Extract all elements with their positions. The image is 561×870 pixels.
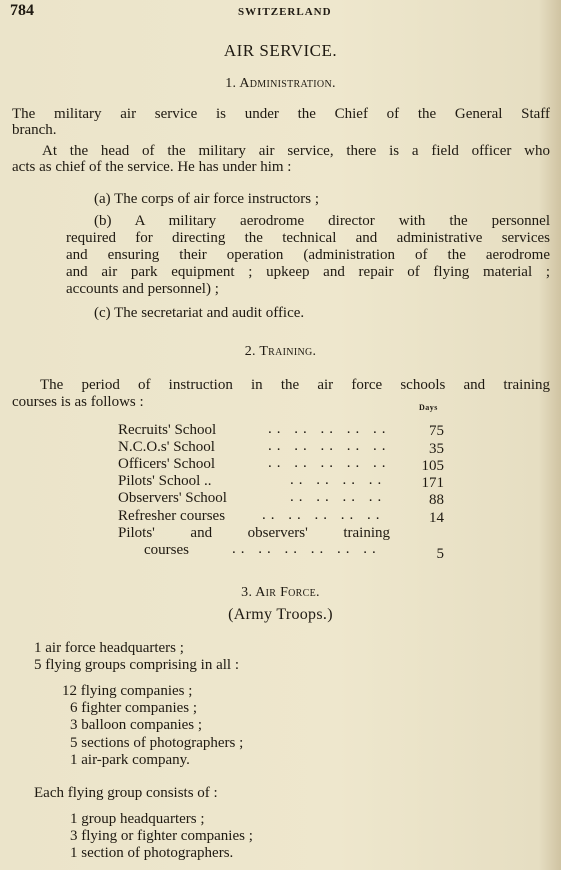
list-item: 1 air-park company. bbox=[70, 752, 190, 768]
days-column-header: Days bbox=[419, 403, 438, 412]
paragraph-line: At the head of the military air service, there is a field officer who bbox=[42, 143, 550, 159]
table-row-name: Observers' School bbox=[118, 490, 227, 506]
list-item: 3 flying or fighter companies ; bbox=[70, 828, 253, 844]
table-row-name: N.C.O.s' School bbox=[118, 439, 215, 455]
list-item: 5 flying groups comprising in all : bbox=[34, 657, 239, 673]
paragraph-line: The military air service is under the Chief of the General Staff bbox=[12, 106, 550, 122]
table-row-name: Pilots' School .. bbox=[118, 473, 212, 489]
table-row-dots: .. .. .. .. .. bbox=[262, 507, 385, 523]
list-item-b-line: required for directing the technical and administrative services bbox=[66, 230, 550, 246]
table-row-dots: .. .. .. .. .. bbox=[268, 421, 391, 437]
list-item: 1 air force headquarters ; bbox=[34, 640, 184, 656]
page-number: 784 bbox=[10, 2, 34, 19]
table-row-days: 171 bbox=[421, 475, 444, 491]
paragraph-line: The period of instruction in the air force schools and training bbox=[40, 377, 550, 393]
table-row-days: 35 bbox=[429, 441, 444, 457]
list-item-c: (c) The secretariat and audit office. bbox=[94, 305, 305, 321]
table-row-days: 14 bbox=[429, 510, 444, 526]
table-row-name: Refresher courses bbox=[118, 508, 226, 524]
list-item: 1 section of photographers. bbox=[70, 845, 234, 861]
section-heading-administration: 1. Administration. bbox=[225, 76, 336, 91]
section-heading-air-force: 3. Air Force. bbox=[241, 585, 320, 600]
paragraph-line: Each flying group consists of : bbox=[34, 785, 218, 801]
table-row-days: 105 bbox=[421, 458, 444, 474]
paragraph-line: branch. bbox=[12, 122, 57, 138]
list-item: 6 fighter companies ; bbox=[70, 700, 198, 716]
table-row-name: Officers' School bbox=[118, 456, 215, 472]
table-row-days: 75 bbox=[429, 423, 444, 439]
list-item: 3 balloon companies ; bbox=[70, 717, 203, 733]
paragraph-line: courses is as follows : bbox=[12, 394, 144, 410]
table-row-dots: .. .. .. .. .. bbox=[268, 455, 391, 471]
list-item: 12 flying companies ; bbox=[62, 683, 193, 699]
table-row-name: Pilots' and observers' training bbox=[118, 525, 390, 541]
paragraph-line: acts as chief of the service. He has under him : bbox=[12, 159, 292, 175]
list-item-b-line: (b) A military aerodrome director with the personnel bbox=[94, 213, 550, 229]
list-item-a: (a) The corps of air force instructors ; bbox=[94, 191, 320, 207]
running-title: SWITZERLAND bbox=[238, 6, 332, 18]
table-row-name: courses bbox=[144, 542, 189, 558]
list-item-b-line: accounts and personnel) ; bbox=[66, 281, 219, 297]
list-item-b-line: and ensuring their operation (administration of the aerodrome bbox=[66, 247, 550, 263]
table-row-dots: .. .. .. .. bbox=[290, 472, 387, 488]
section-subheading: (Army Troops.) bbox=[228, 606, 333, 623]
table-row-name: Recruits' School bbox=[118, 422, 217, 438]
list-item: 1 group headquarters ; bbox=[70, 811, 205, 827]
table-row-dots: .. .. .. .. .. bbox=[268, 438, 391, 454]
page-title: AIR SERVICE. bbox=[223, 41, 338, 60]
section-heading-training: 2. Training. bbox=[244, 344, 317, 359]
list-item-b-line: and air park equipment ; upkeep and repair of flying material ; bbox=[66, 264, 550, 280]
table-row-days: 88 bbox=[429, 492, 444, 508]
list-item: 5 sections of photographers ; bbox=[70, 735, 244, 751]
table-row-dots: .. .. .. .. .. .. bbox=[232, 541, 381, 557]
table-row-dots: .. .. .. .. bbox=[290, 489, 387, 505]
table-row-days: 5 bbox=[436, 546, 444, 562]
